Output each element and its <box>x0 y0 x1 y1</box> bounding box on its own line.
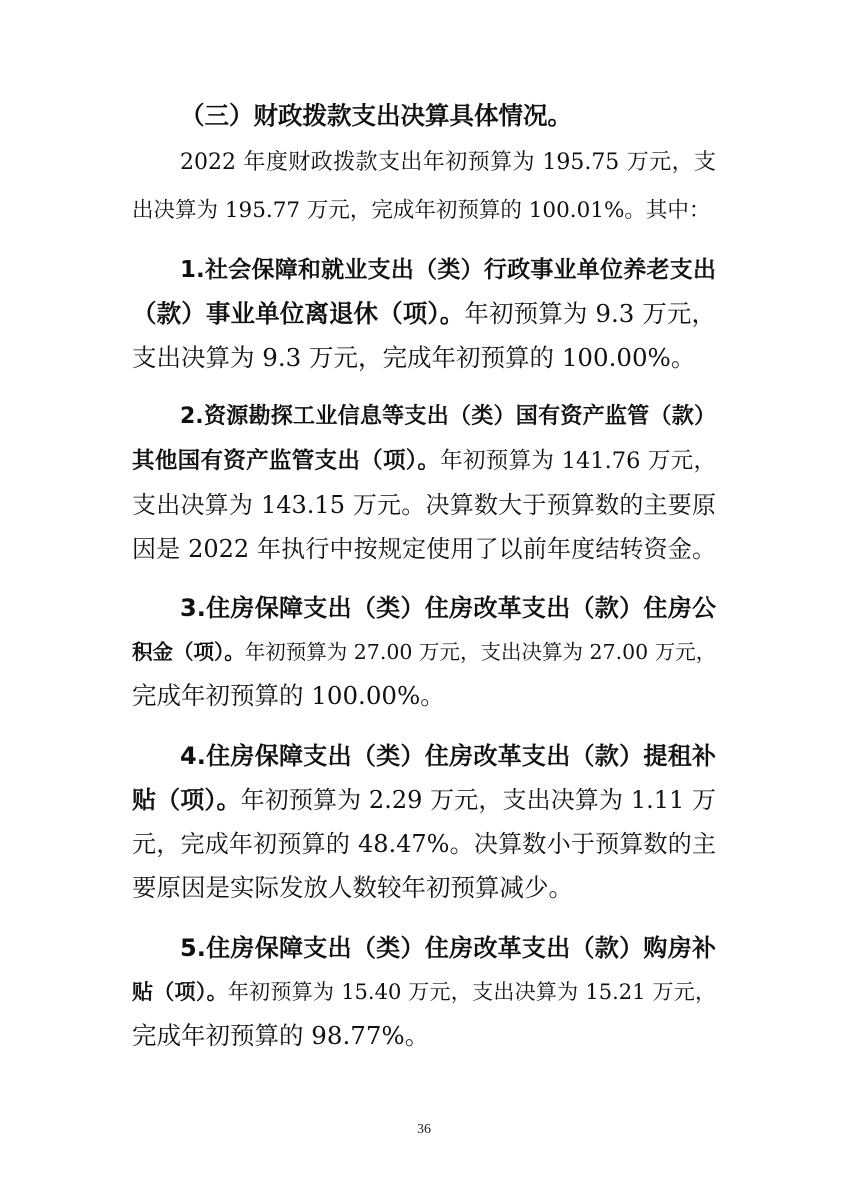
item1-text-line-2: 年初预算为 9.3 万元， <box>464 299 717 328</box>
item2-title-line-2: 其他国有资产监管支出（项）。 <box>132 448 441 474</box>
item5-text-line-2: 年初预算为 15.40 万元，支出决算为 15.21 万元， <box>227 980 717 1004</box>
item1-title-line-1: 1.社会保障和就业支出（类）行政事业单位养老支出 <box>180 257 716 283</box>
item5-title-line-1: 5.住房保障支出（类）住房改革支出（款）购房补 <box>180 934 716 962</box>
item4-text-line-4: 要原因是实际发放人数较年初预算减少。 <box>132 873 573 902</box>
section-heading: （三）财政拨款支出决算具体情况。 <box>180 101 572 130</box>
item5-line-2 <box>132 974 716 1010</box>
item4-title-line-1: 4.住房保障支出（类）住房改革支出（款）提租补 <box>180 742 716 770</box>
item3-title-line-2: 积金（项）。 <box>132 640 245 664</box>
item3-title-line-1: 3.住房保障支出（类）住房改革支出（款）住房公 <box>180 594 716 622</box>
intro-line-2: 出决算为 195.77 万元，完成年初预算的 100.01%。其中： <box>132 198 711 223</box>
item5-text-line-3: 完成年初预算的 98.77%。 <box>132 1021 430 1050</box>
item5-title-line-2: 贴（项）。 <box>132 980 228 1004</box>
item3-text-line-3: 完成年初预算的 100.00%。 <box>132 681 445 710</box>
page-number: 36 <box>417 1122 431 1137</box>
item1-line-2 <box>132 296 716 332</box>
item2-line-2 <box>132 443 716 479</box>
item2-text-line-2: 年初预算为 141.76 万元， <box>440 448 716 474</box>
item2-text-line-3: 支出决算为 143.15 万元。决算数大于预算数的主要原 <box>132 491 716 519</box>
item4-title-line-2: 贴（项）。 <box>132 786 241 814</box>
item3-text-line-2: 年初预算为 27.00 万元，支出决算为 27.00 万元， <box>244 640 717 664</box>
item3-line-2 <box>132 634 716 670</box>
item2-text-line-4: 因是 2022 年执行中按规定使用了以前年度结转资金。 <box>132 535 716 563</box>
item2-title-line-1: 2.资源勘探工业信息等支出（类）国有资产监管（款） <box>180 404 716 429</box>
item1-text-line-3: 支出决算为 9.3 万元，完成年初预算的 100.00%。 <box>132 343 696 372</box>
intro-line-1: 2022 年度财政拨款支出年初预算为 195.75 万元，支 <box>180 150 716 175</box>
item4-text-line-2: 年初预算为 2.29 万元，支出决算为 1.11 万 <box>240 786 716 814</box>
item4-text-line-3: 元，完成年初预算的 48.47%。决算数小于预算数的主 <box>132 830 716 858</box>
item4-line-2 <box>132 782 716 818</box>
item1-title-line-2: （款）事业单位离退休（项）。 <box>132 299 465 328</box>
